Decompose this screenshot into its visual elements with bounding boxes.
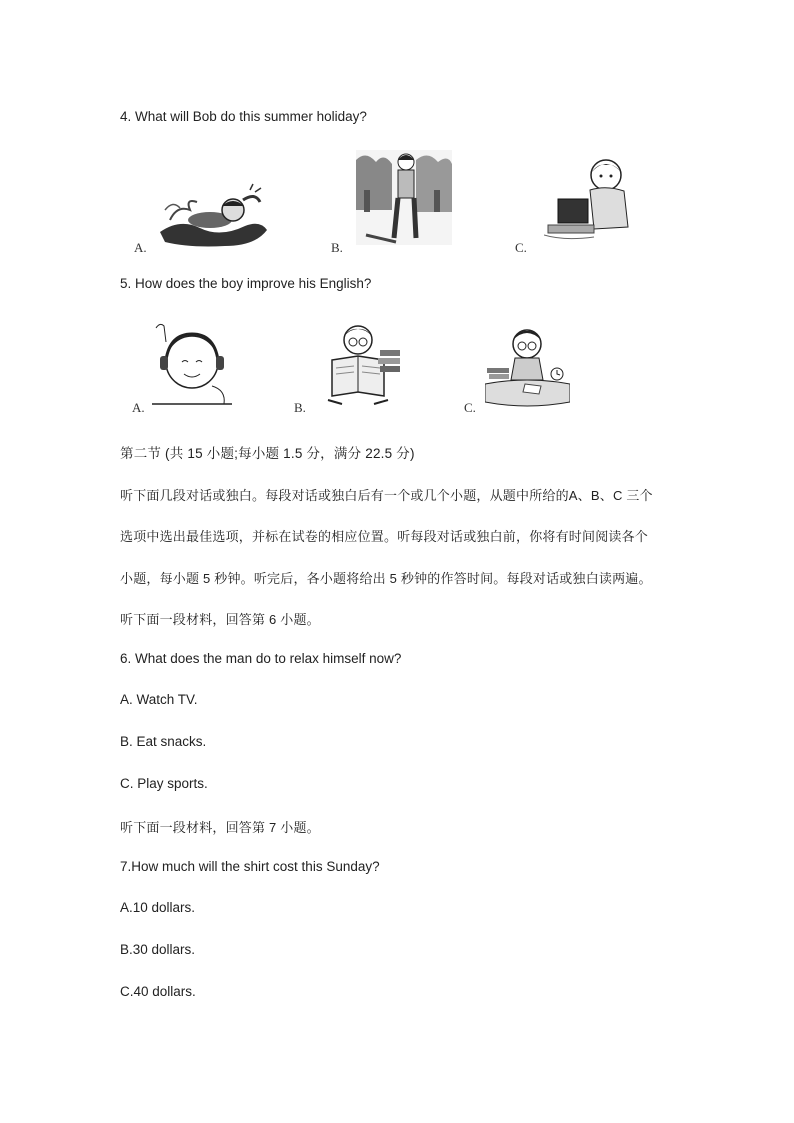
q4-option-a-letter: A. <box>134 240 147 255</box>
boy-in-park-icon <box>356 150 452 245</box>
q7-option-c: C.40 dollars. <box>120 984 196 999</box>
boy-reading-book-icon <box>322 320 404 412</box>
q7-option-b: B.30 dollars. <box>120 942 196 957</box>
section-2-heading: 第二节 (共 15 小题;每小题 1.5 分，满分 22.5 分) <box>120 446 415 461</box>
section-2-instruction-line-1: 听下面几段对话或独白。每段对话或独白后有一个或几个小题，从题中所给的A、B、C 三个 <box>120 488 653 503</box>
swimming-boy-icon <box>155 180 270 250</box>
q5-option-c-letter: C. <box>464 400 476 415</box>
boy-with-headphones-icon <box>152 320 232 410</box>
section-2-instruction-line-3: 小题，每小题 5 秒钟。听完后，各小题将给出 5 秒钟的作答时间。每段对话或独白读两遍。 <box>120 571 652 586</box>
q6-option-a: A. Watch TV. <box>120 692 198 707</box>
q4-option-c-letter: C. <box>515 240 527 255</box>
boy-studying-at-desk-icon <box>485 322 570 410</box>
q6-option-c: C. Play sports. <box>120 776 208 791</box>
q5-option-b-letter: B. <box>294 400 306 415</box>
q5-option-a-letter: A. <box>132 400 145 415</box>
question-5-text: 5. How does the boy improve his English? <box>120 276 372 291</box>
question-7-text: 7.How much will the shirt cost this Sunday? <box>120 859 380 874</box>
question-6-text: 6. What does the man do to relax himself now? <box>120 651 402 666</box>
boy-with-computer-icon <box>544 155 639 245</box>
question-4-text: 4. What will Bob do this summer holiday? <box>120 109 367 124</box>
question-6-intro: 听下面一段材料，回答第 6 小题。 <box>120 612 320 627</box>
q6-option-b: B. Eat snacks. <box>120 734 207 749</box>
q4-option-b-letter: B. <box>331 240 343 255</box>
q7-option-a: A.10 dollars. <box>120 900 196 915</box>
section-2-instruction-line-2: 选项中选出最佳选项，并标在试卷的相应位置。听每段对话或独白前，你将有时间阅读各个 <box>120 529 649 544</box>
question-7-intro: 听下面一段材料，回答第 7 小题。 <box>120 820 320 835</box>
